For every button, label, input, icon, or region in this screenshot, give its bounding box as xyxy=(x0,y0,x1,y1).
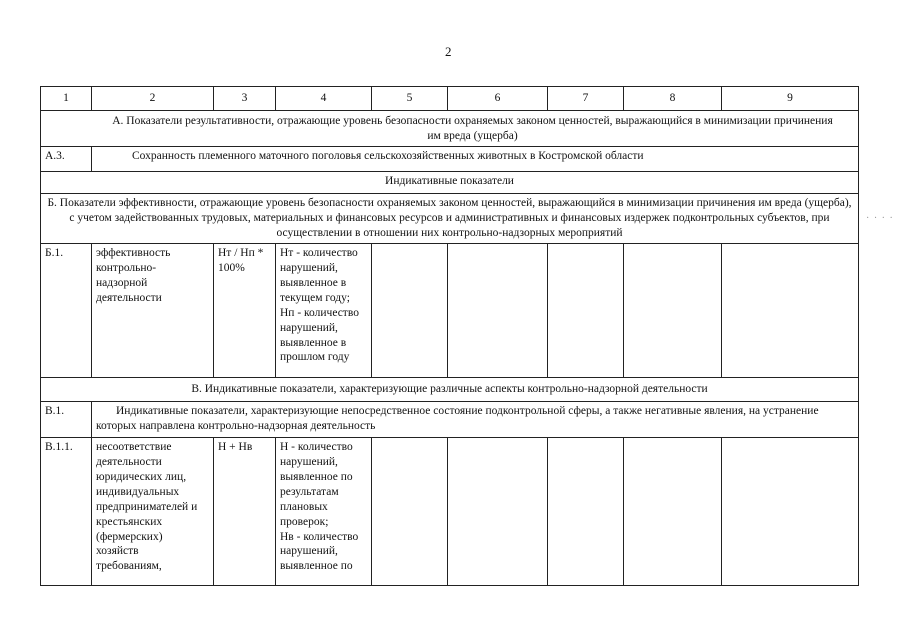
empty-cell xyxy=(372,243,448,377)
page-number: 2 xyxy=(445,44,452,59)
v1-text: Индикативные показатели, характеризующие непосредственное состояние подконтрольной сферы, а также негативные явления, на устранение которых направлена контрольно-надзорная деятельность xyxy=(92,401,859,437)
column-header: 6 xyxy=(448,87,548,111)
section-b-row xyxy=(41,193,859,243)
column-header: 3 xyxy=(214,87,276,111)
column-header: 7 xyxy=(548,87,624,111)
a3-row xyxy=(41,146,859,171)
column-header: 4 xyxy=(276,87,372,111)
indicative-heading: Индикативные показатели xyxy=(41,171,859,193)
indicators-table xyxy=(40,86,859,586)
b1-formula: Нт / Нп * 100% xyxy=(214,243,276,377)
empty-cell xyxy=(722,243,859,377)
empty-cell xyxy=(624,437,722,585)
b1-description: Нт - количество нарушений, выявленное в текущем году; Нп - количество нарушений, выявленное в прошлом году xyxy=(276,243,372,377)
v1-code: В.1. xyxy=(41,401,92,437)
v11-description: Н - количество нарушений, выявленное по результатам плановых проверок; Нв - количество нарушений, выявленное по xyxy=(276,437,372,585)
indicative-row xyxy=(41,171,859,193)
empty-cell xyxy=(722,437,859,585)
v1-row xyxy=(41,401,859,437)
empty-cell xyxy=(548,243,624,377)
column-header: 5 xyxy=(372,87,448,111)
a3-code: А.3. xyxy=(41,146,92,171)
empty-cell xyxy=(372,437,448,585)
section-v-row xyxy=(41,377,859,401)
v11-code: В.1.1. xyxy=(41,437,92,585)
a3-text: Сохранность племенного маточного поголовья сельскохозяйственных животных в Костромской области xyxy=(92,146,859,171)
column-header: 2 xyxy=(92,87,214,111)
v11-row xyxy=(41,437,859,585)
v11-formula: Н + Нв xyxy=(214,437,276,585)
section-a-row xyxy=(41,111,859,147)
b1-code: Б.1. xyxy=(41,243,92,377)
v11-name: несоответствие деятельности юридических лиц, индивидуальных предпринимателей и крестьянских (фермерских) хозяйств требованиям, xyxy=(92,437,214,585)
column-header-row xyxy=(41,87,859,111)
margin-dots: · · · · xyxy=(866,213,894,224)
b1-row xyxy=(41,243,859,377)
empty-cell xyxy=(448,437,548,585)
section-a-title: А. Показатели результативности, отражающие уровень безопасности охраняемых законом ценностей, выражающийся в минимизации причинения им вреда (ущерба) xyxy=(41,111,859,147)
section-b-title: Б. Показатели эффективности, отражающие уровень безопасности охраняемых законом ценностей, выражающийся в минимизации причинения им вреда (ущерба), с учетом задействованных трудовых, материальных и финансовых ресурсов и административных и финансовых издержек подконтрольных субъектов, при осуществлении в отношении них контрольно-надзорных мероприятий xyxy=(41,193,859,243)
column-header: 8 xyxy=(624,87,722,111)
section-v-title: В. Индикативные показатели, характеризующие различные аспекты контрольно-надзорной деятельности xyxy=(41,377,859,401)
column-header: 1 xyxy=(41,87,92,111)
b1-name: эффективность контрольно- надзорной деятельности xyxy=(92,243,214,377)
empty-cell xyxy=(624,243,722,377)
empty-cell xyxy=(448,243,548,377)
empty-cell xyxy=(548,437,624,585)
column-header: 9 xyxy=(722,87,859,111)
